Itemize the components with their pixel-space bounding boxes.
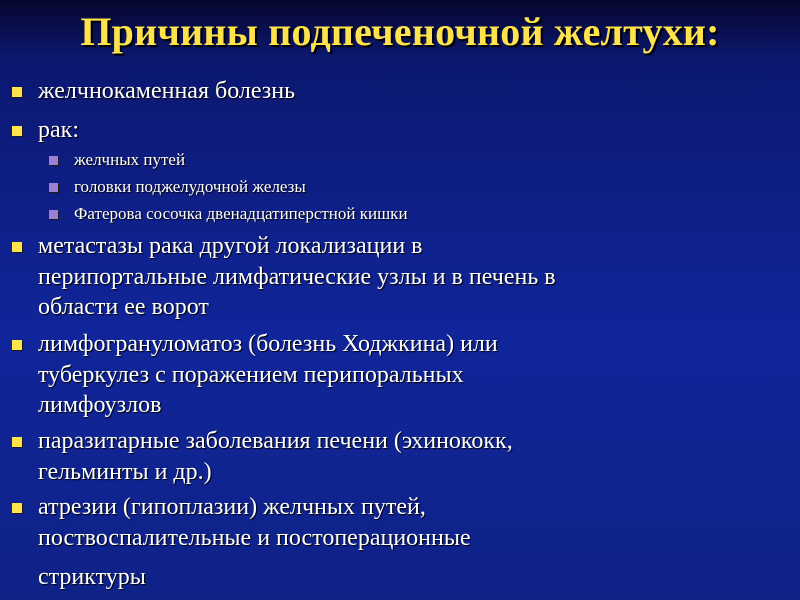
list-item-text: лимфогрануломатоз (болезнь Ходжкина) или туберкулез с поражением перипоральных лимфоузлов	[38, 331, 498, 418]
square-sub-bullet-icon	[49, 183, 58, 192]
square-sub-bullet-icon	[49, 210, 58, 219]
square-bullet-icon	[12, 340, 22, 350]
list-item-text: желчнокаменная болезнь	[38, 78, 296, 104]
square-bullet-icon	[12, 242, 22, 252]
sub-item-text: Фатерова сосочка двенадцатиперстной кишки	[74, 204, 408, 223]
square-bullet-icon	[12, 126, 22, 136]
list-item-text: метастазы рака другой локализации в перипортальные лимфатические узлы и в печень в области ее ворот	[38, 233, 556, 320]
square-bullet-icon	[12, 437, 22, 447]
square-bullet-icon	[12, 87, 22, 97]
square-sub-bullet-icon	[49, 156, 58, 165]
square-bullet-icon	[12, 503, 22, 513]
slide-title: Причины подпеченочной желтухи:	[80, 9, 720, 54]
list-item-text: атрезии (гипоплазии) желчных путей, поствоспалительные и постоперационные	[38, 494, 471, 551]
sub-item-text: головки поджелудочной железы	[74, 177, 306, 196]
list-item-text: паразитарные заболевания печени (эхинококк, гельминты и др.)	[38, 428, 513, 485]
list-item-text: рак:	[38, 117, 79, 143]
continuation-text: стриктуры	[38, 564, 146, 590]
sub-item-text: желчных путей	[74, 150, 186, 169]
